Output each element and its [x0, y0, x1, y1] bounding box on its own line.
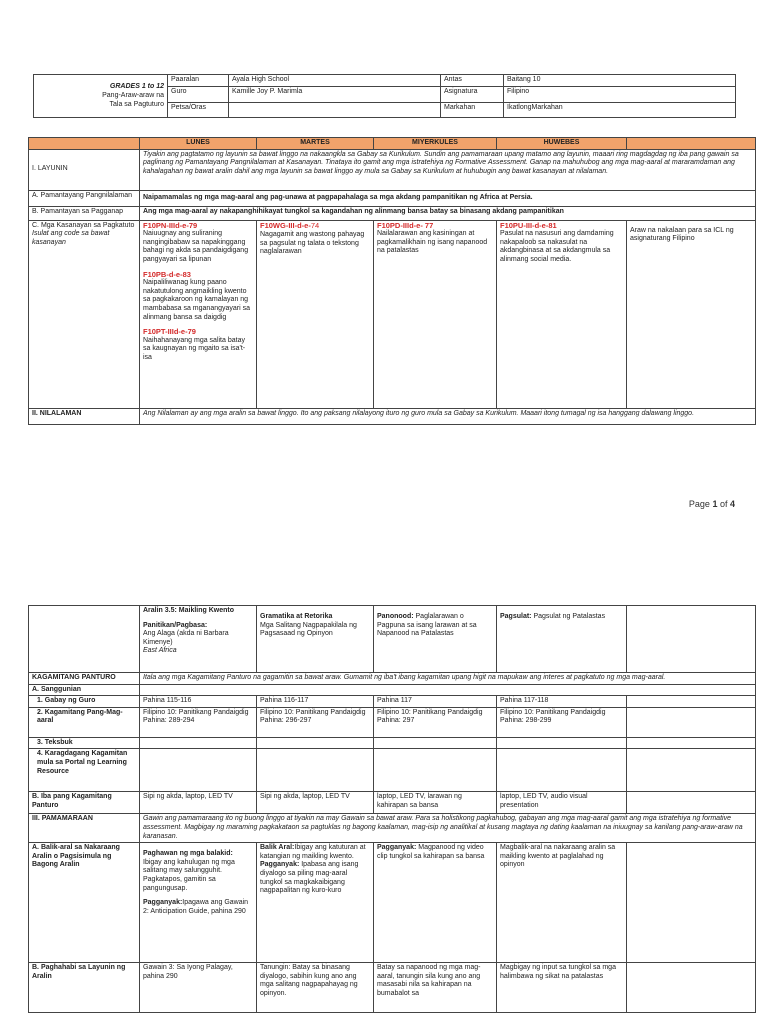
pagganyak-miyerkules-text: Magpanood ng video clip tungkol sa kahirapan sa bansa: [377, 844, 485, 860]
paghahabi-extra: [627, 963, 756, 1013]
panonood-label: Panonood:: [377, 613, 414, 620]
row-label-kagamitang: KAGAMITANG PANTURO: [29, 673, 140, 685]
page-number: [689, 499, 735, 509]
label-guro: Guro: [168, 86, 229, 102]
kagamitang-text: Itala ang mga Kagamitang Panturo na gagamitin sa bawat araw. Gumamit ng iba't ibang kagamitan upang higit na mapukaw ang interes at pagkatuto ng mga mag-aaral.: [140, 673, 756, 685]
pagganyak-martes-label: Pagganyak:: [260, 861, 300, 869]
page-of: of: [717, 499, 730, 509]
mag-aaral-huwebes: Filipino 10: Panitikang Pandaigdig Pahina: 298-299: [497, 707, 627, 737]
row-label-pamamaraan: III. PAMAMARAAN: [29, 814, 140, 843]
pamamaraan-text: Gawin ang pamamaraang ito ng buong linggo at tiyakin na may Gawain sa bawat araw. Para sa holistikong pagkahubog, gabayan ang mga mag-aaral gamit ang mga istratehiya ng formative assessment. Magbigay ng maraming pagkakataon sa pagtuklas ng bagong kaalaman, mag-isip ng analitikal at kusang magtaya ng dating kaalaman na iniuugnay sa kanilang pang-araw-araw na karanasan.: [140, 814, 756, 843]
mag-aaral-miyerkules: Filipino 10: Panitikang Pandaigdig Pahina: 297: [374, 707, 497, 737]
panitikan-label: Panitikan/Pagbasa:: [143, 621, 208, 629]
value-asignatura: Filipino: [504, 86, 736, 102]
pamantayang-pangnilalaman-text: Naipamamalas ng mga mag-aaral ang pag-unawa at pagpapahalaga sa mga akdang pampanitikan ng Africa at Persia.: [140, 190, 756, 206]
balik-aral-text: Ibigay ang katuturan at katangian ng maikling kwento.: [260, 844, 366, 860]
row-label-teksbuk: 3. Teksbuk: [29, 737, 140, 749]
header-blank: [29, 138, 140, 150]
akda-place: East Africa: [143, 647, 177, 655]
pagganyak-miyerkules-label: Pagganyak:: [377, 844, 417, 852]
iba-pang-huwebes: laptop, LED TV, audio visual presentation: [497, 792, 627, 814]
pagsulat-text: Pagsulat ng Patalastas: [531, 613, 606, 620]
value-antas: Baitang 10: [504, 75, 736, 87]
label-markahan: Markahan: [441, 102, 504, 117]
row-label-balik-aral: A. Balik-aral sa Nakaraang Aralin o Pagsisimula ng Bagong Aralin: [29, 843, 140, 963]
paghahabi-martes: Tanungin: Batay sa binasang diyalogo, sabihin kung ano ang mga salitang nagpapahayag ng opinyon.: [257, 963, 374, 1013]
karagdagang-huwebes: [497, 749, 627, 792]
aralin-huwebes: [497, 606, 627, 673]
karagdagang-martes: [257, 749, 374, 792]
row-label-kagamitang-mag-aaral: 2. Kagamitang Pang-Mag-aaral: [29, 707, 140, 737]
gabay-extra: [627, 696, 756, 708]
balik-aral-lunes: [140, 843, 257, 963]
code-lunes-1: F10PN-IIId-e-79: [143, 220, 198, 230]
label-asignatura: Asignatura: [441, 86, 504, 102]
teksbuk-miyerkules: [374, 737, 497, 749]
panonood-text: Paglalarawan o Pagpuna sa isang larawan at sa Napanood na Patalastas: [377, 613, 477, 638]
aralin-title: Aralin 3.5: Maikling Kwento: [143, 607, 235, 614]
akda-text: Ang Alaga (akda ni Barbara Kimenye): [143, 630, 229, 646]
row-label-gabay: 1. Gabay ng Guro: [29, 696, 140, 708]
pagganyak-martes-text: Ipabasa ang isang diyalogo sa piling mag-aaral tungkol sa magkakaibigang nagpapalitan ng kuro-kuro: [260, 861, 359, 895]
pagsulat-label: Pagsulat:: [500, 613, 532, 620]
aralin-martes: [257, 606, 374, 673]
teksbuk-lunes: [140, 737, 257, 749]
paghawan-text: Ibigay ang kahulugan ng mga salitang may salungguhit. Pagkatapos, gamitin sa pangungusap.: [143, 858, 235, 892]
teksbuk-huwebes: [497, 737, 627, 749]
competency-martes: Nagagamit ang wastong pahayag sa pagsulat ng talata o tekstong naglalarawan: [260, 231, 365, 256]
day-miyerkules: MIYERKULES: [374, 138, 497, 150]
value-paaralan: Ayala High School: [229, 75, 441, 87]
code-martes: F10WG-III-d-e-: [260, 220, 311, 230]
day-lunes: LUNES: [140, 138, 257, 150]
row-label-pamantayang-pangnilalaman: A. Pamantayang Pangnilalaman: [29, 190, 140, 206]
row-label-pamantayan-pagganap: B. Pamantayan sa Pagganap: [29, 206, 140, 220]
value-guro: Kamille Joy P. Marimla: [229, 86, 441, 102]
value-petsa: [229, 102, 441, 117]
kasanayan-label: C. Mga Kasanayan sa Pagkatuto: [32, 221, 135, 229]
competency-lunes-1: Naiuugnay ang suliraning nangingibabaw sa napakinggang bahagi ng akda sa pandaigdigang pangyayari sa lipunan: [143, 230, 249, 263]
label-paaralan: Paaralan: [168, 75, 229, 87]
nilalaman-text: Ang Nilalaman ay ang mga aralin sa bawat linggo. Ito ang paksang nilalayong ituro ng guro mula sa Gabay sa Kurikulum. Maaari itong tumagal ng isa hanggang dalawang linggo.: [140, 408, 756, 424]
kasanayan-miyerkules: [374, 220, 497, 408]
paghahabi-huwebes: Magbigay ng input sa tungkol sa mga halimbawa ng sikat na patalastas: [497, 963, 627, 1013]
mag-aaral-martes: Filipino 10: Panitikang Pandaigdig Pahina: 296-297: [257, 707, 374, 737]
karagdagang-lunes: [140, 749, 257, 792]
competency-huwebes: Pasulat na nasusuri ang damdaming nakapaloob sa nakasulat na akdangbinasa at sa akdangmula sa alinmang social media.: [500, 230, 614, 263]
iba-pang-miyerkules: laptop, LED TV, larawan ng kahirapan sa bansa: [374, 792, 497, 814]
kasanayan-extra: [627, 220, 756, 408]
kasanayan-sublabel: Isulat ang code sa bawat kasanayan: [32, 230, 110, 246]
teksbuk-extra: [627, 737, 756, 749]
row-label-karagdagang: 4. Karagdagang Kagamitan mula sa Portal ng Learning Resource: [29, 749, 140, 792]
code-lunes-3: F10PT-IIId-e-79: [143, 327, 196, 337]
pagganyak-lunes-text: Ipagawa ang Gawain 2: Anticipation Guide, pahina 290: [143, 899, 249, 915]
karagdagang-extra: [627, 749, 756, 792]
info-table: [33, 74, 736, 118]
balik-aral-huwebes: Magbalik-aral na nakaraang aralin sa maikling kwento at paglalahad ng opinyon: [497, 843, 627, 963]
row-label-paghahabi: B. Paghahabi sa Layunin ng Aralin: [29, 963, 140, 1013]
plan-table-page1: [28, 137, 756, 425]
competency-miyerkules: Nailalarawan ang kasiningan at pagkamalikhain ng isang napanood na patalastas: [377, 230, 488, 255]
sanggunian-blank: [140, 684, 756, 696]
plan-table-page2: [28, 605, 756, 1013]
karagdagang-miyerkules: [374, 749, 497, 792]
header-blank-2: [627, 138, 756, 150]
iba-pang-extra: [627, 792, 756, 814]
code-lunes-2: F10PB-d-e-83: [143, 269, 191, 279]
iba-pang-lunes: Sipi ng akda, laptop, LED TV: [140, 792, 257, 814]
code-miyerkules: F10PD-IIId-e- 77: [377, 220, 434, 230]
paghahabi-lunes: Gawain 3: Sa Iyong Palagay, pahina 290: [140, 963, 257, 1013]
aralin-lunes: [140, 606, 257, 673]
competency-lunes-2: Naipaliliwanag kung paano nakatutulong angmaikling kwento sa pagkakaroon ng kamalayan ng mambabasa sa mganangyayari sa alinmang bansa sa daigdig: [143, 279, 251, 321]
teksbuk-martes: [257, 737, 374, 749]
page-total: 4: [729, 499, 735, 509]
balik-aral-extra: [627, 843, 756, 963]
gabay-miyerkules: Pahina 117: [374, 696, 497, 708]
paghahabi-miyerkules: Batay sa napanood ng mga mag-aaral, tanungin sila kung ano ang masasabi nila sa kahirapan na bumabalot sa: [374, 963, 497, 1013]
aralin-blank: [29, 606, 140, 673]
gabay-lunes: Pahina 115-116: [140, 696, 257, 708]
row-label-nilalaman: II. NILALAMAN: [29, 408, 140, 424]
pagganyak-lunes-label: Pagganyak:: [143, 899, 183, 907]
kasanayan-huwebes: [497, 220, 627, 408]
day-huwebes: HUWEBES: [497, 138, 627, 150]
layunin-text: Tiyakin ang pagtatamo ng layunin sa bawat linggo na nakaangkla sa Gabay sa Kurikulum. Sundin ang pamamaraan upang matamo ang layunin, maaari ring magdagdag ng iba pang gawain sa paglinang ng Pamantayang Pangnilalaman at Kasanayan. Tinataya ito gamit ang mga istratehiya ng Formative Assessment. Ganap na mahuhubog ang mga mag-aaral at mararamdaman ang kahalagahan ng bawat aralin dahil ang mga layunin sa bawat linggo ay mula sa Gabay sa Kurikulum at huhubugin ang bawat kasanayan at nilalaman.: [140, 149, 756, 190]
value-markahan: IkatlongMarkahan: [504, 102, 736, 117]
iba-pang-martes: Sipi ng akda, laptop, LED TV: [257, 792, 374, 814]
row-label-iba-pang: B. Iba pang Kagamitang Panturo: [29, 792, 140, 814]
title-line-3: Tala sa Pagtuturo: [109, 101, 164, 109]
aralin-miyerkules: [374, 606, 497, 673]
row-label-sanggunian: A. Sanggunian: [29, 684, 140, 696]
aralin-extra: [627, 606, 756, 673]
label-antas: Antas: [441, 75, 504, 87]
balik-aral-martes: [257, 843, 374, 963]
title-line-1: GRADES 1 to 12: [109, 83, 164, 91]
page-current: 1: [712, 499, 718, 509]
label-petsa: Petsa/Oras: [168, 102, 229, 117]
gabay-martes: Pahina 116-117: [257, 696, 374, 708]
paghawan-label: Paghawan ng mga balakid:: [143, 850, 233, 858]
day-martes: MARTES: [257, 138, 374, 150]
mag-aaral-extra: [627, 707, 756, 737]
row-label-layunin: I. LAYUNIN: [29, 149, 140, 190]
competency-lunes-3: Naihahanayang mga salita batay sa kaugnayan ng mgaito sa isa't-isa: [143, 336, 246, 361]
document-title: [34, 75, 168, 118]
balik-aral-label: Balik Aral:: [260, 844, 295, 852]
gabay-huwebes: Pahina 117-118: [497, 696, 627, 708]
row-label-kasanayan: [29, 220, 140, 408]
mag-aaral-lunes: Filipino 10: Panitikang Pandaigdig Pahina: 289-294: [140, 707, 257, 737]
gramatika-text: Mga Salitang Nagpapakilala ng Pagsasaad ng Opinyon: [260, 621, 357, 638]
code-martes-num: 74: [310, 220, 320, 230]
gramatika-title: Gramatika at Retorika: [260, 613, 333, 620]
kasanayan-lunes: [140, 220, 257, 408]
icl-note: Araw na nakalaan para sa ICL ng asignaturang Filipino: [630, 226, 734, 243]
balik-aral-miyerkules: [374, 843, 497, 963]
pamantayan-pagganap-text: Ang mga mag-aaral ay nakapanghihikayat tungkol sa kagandahan ng alinmang bansa batay sa binasang akdang pampanitikan: [140, 206, 756, 220]
kasanayan-martes: [257, 220, 374, 408]
code-huwebes: F10PU-III-d-e-81: [500, 220, 557, 230]
page-prefix: Page: [688, 499, 713, 509]
title-line-2: Pang-Araw-araw na: [102, 92, 164, 100]
